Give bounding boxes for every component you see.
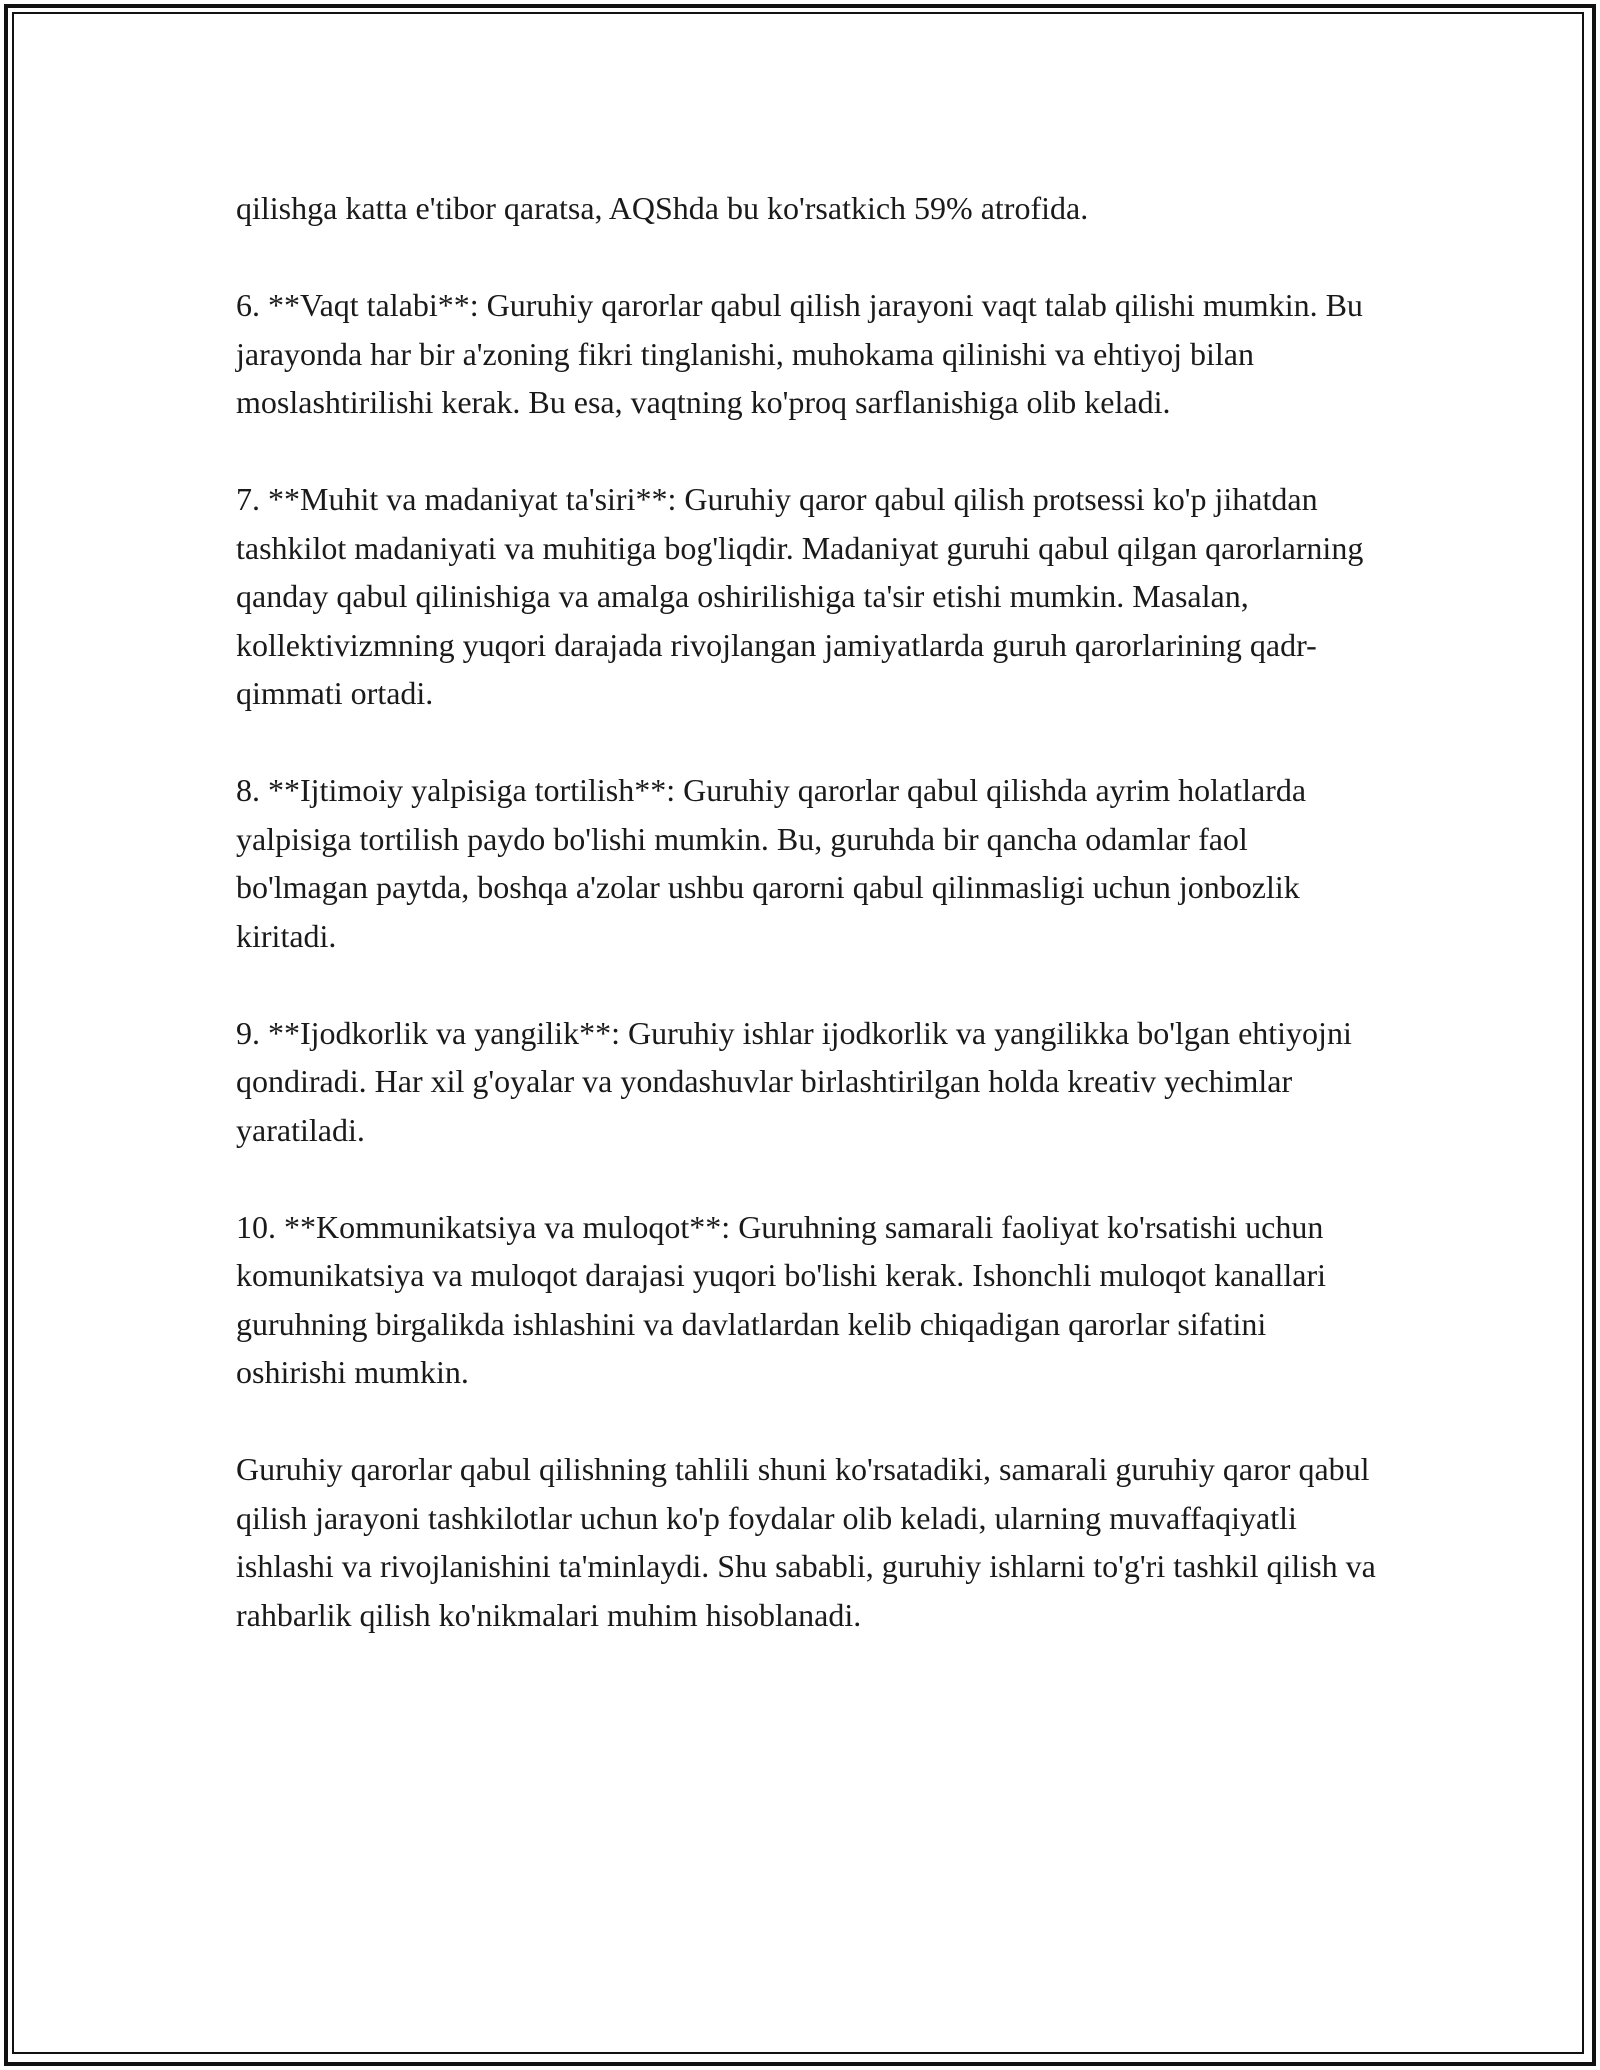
- paragraph-item-8: 8. **Ijtimoiy yalpisiga tortilish**: Guruhiy qarorlar qabul qilishda ayrim holatlarda yalpisiga tortilish paydo bo'lishi mumkin. Bu, guruhda bir qancha odamlar faol bo'lmagan paytda, boshqa a'zolar ushbu qarorni qabul qilinmasligi uchun jonbozlik kiritadi.: [236, 772, 1307, 954]
- paragraph-item-7: 7. **Muhit va madaniyat ta'siri**: Guruhiy qaror qabul qilish protsessi ko'p jihatdan tashkilot madaniyati va muhitiga bog'liqdir. Madaniyat guruhi qabul qilgan qarorlarning qanday qabul qilinishiga va amalga oshirilishiga ta'sir etishi mumkin. Masalan, kollektivizmning yuqori darajada rivojlangan jamiyatlarda guruh qarorlarining qadr-qimmati ortadi.: [236, 481, 1364, 711]
- paragraph-conclusion: Guruhiy qarorlar qabul qilishning tahlili shuni ko'rsatadiki, samarali guruhiy qaror qabul qilish jarayoni tashkilotlar uchun ko'p foydalar olib keladi, ularning muvaffaqiyatli ishlashi va rivojlanishini ta'minlaydi. Shu sababli, guruhiy ishlarni to'g'ri tashkil qilish va rahbarlik qilish ko'nikmalari muhim hisoblanadi.: [236, 1451, 1376, 1633]
- paragraph-item-9: 9. **Ijodkorlik va yangilik**: Guruhiy ishlar ijodkorlik va yangilikka bo'lgan ehtiyojni qondiradi. Har xil g'oyalar va yondashuvlar birlashtirilgan holda kreativ yechimlar yaratiladi.: [236, 1014, 1352, 1148]
- paragraph-continuation: qilishga katta e'tibor qaratsa, AQShda bu ko'rsatkich 59% atrofida.: [236, 190, 1089, 226]
- document-body: [236, 184, 1376, 1639]
- paragraph-item-10: 10. **Kommunikatsiya va muloqot**: Guruhning samarali faoliyat ko'rsatishi uchun komunikatsiya va muloqot darajasi yuqori bo'lishi kerak. Ishonchli muloqot kanallari guruhning birgalikda ishlashini va davlatlardan kelib chiqadigan qarorlar sifatini oshirishi mumkin.: [236, 1208, 1326, 1390]
- paragraph-item-6: 6. **Vaqt talabi**: Guruhiy qarorlar qabul qilish jarayoni vaqt talab qilishi mumkin. Bu jarayonda har bir a'zoning fikri tinglanishi, muhokama qilinishi va ehtiyoj bilan moslashtirilishi kerak. Bu esa, vaqtning ko'proq sarflanishiga olib keladi.: [236, 287, 1363, 420]
